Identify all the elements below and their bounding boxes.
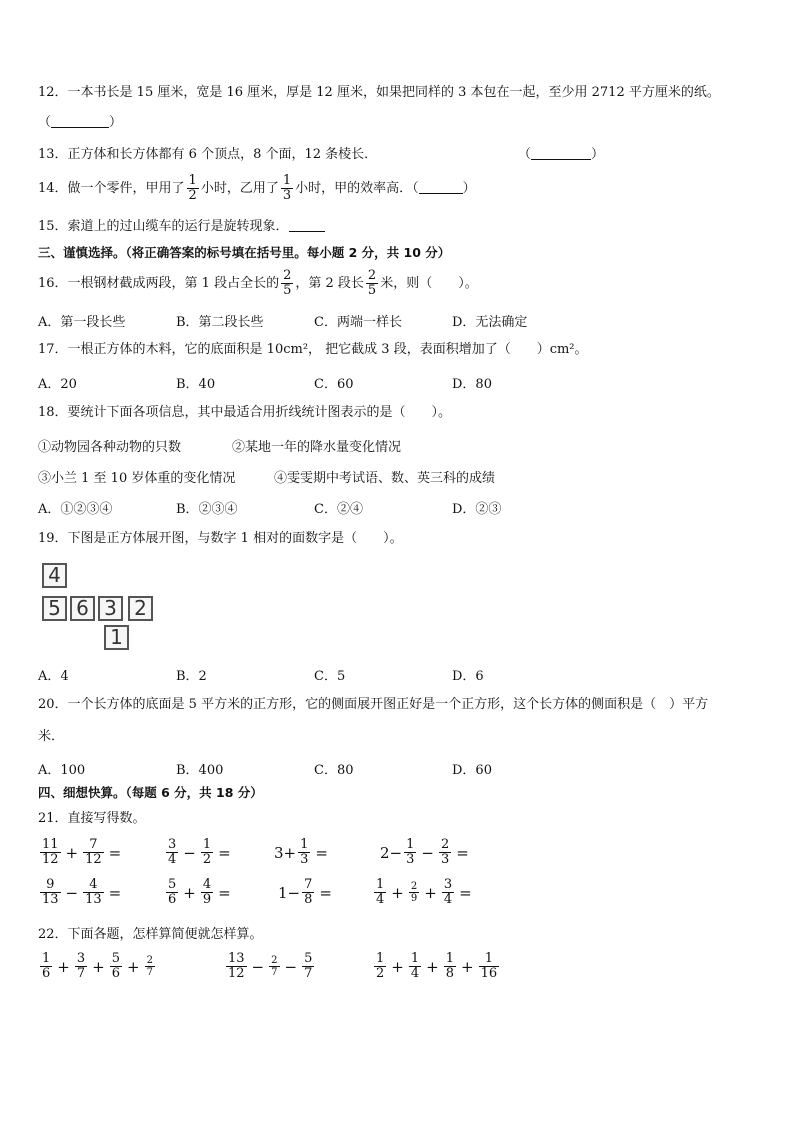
q19-option-c[interactable]: C．5 xyxy=(314,669,346,684)
q21-expr-8: $\frac{1}{4}$ + $\frac{2}{9}$ + $\frac{3}{4}$ = xyxy=(376,877,472,907)
net-face: 2 xyxy=(128,596,153,621)
fraction: $\frac{1}{2}$ xyxy=(188,173,197,203)
q16-option-a[interactable]: A．第一段长些 xyxy=(38,315,126,330)
q21-expr-1: $\frac{11}{12}$ + $\frac{7}{12}$ = xyxy=(42,837,122,867)
q17-option-d[interactable]: D．80 xyxy=(452,377,492,392)
question-18-text: 18．要统计下面各项信息，其中最适合用折线统计图表示的是（ ）。 xyxy=(38,405,452,420)
net-face: 1 xyxy=(104,625,129,650)
q19-option-a[interactable]: A．4 xyxy=(38,669,69,684)
q20-option-d[interactable]: D．60 xyxy=(452,763,492,778)
question-22-text: 22．下面各题，怎样算简便就怎样算。 xyxy=(38,927,263,942)
net-face: 4 xyxy=(42,563,67,588)
q19-option-d[interactable]: D．6 xyxy=(452,669,484,684)
net-face: 3 xyxy=(98,596,123,621)
q18-option-a[interactable]: A．①②③④ xyxy=(38,502,113,517)
q20-option-b[interactable]: B．400 xyxy=(176,763,224,778)
q19-option-b[interactable]: B．2 xyxy=(176,669,207,684)
q21-expr-7: 1− $\frac{7}{8}$ = xyxy=(278,877,332,907)
q22-expr-1: $\frac{1}{6}$ + $\frac{3}{7}$ + $\frac{5}{6}$ + $\frac{2}{7}$ xyxy=(42,951,153,981)
q22-expr-2: $\frac{13}{12}$ − $\frac{2}{7}$ − $\frac{5}{7}$ xyxy=(228,951,313,981)
question-12-answer[interactable]: （ ） xyxy=(38,115,123,130)
q21-expr-5: $\frac{9}{13}$ − $\frac{4}{13}$ = xyxy=(42,877,122,907)
question-16: 16．一根钢材截成两段，第 1 段占全长的 $\frac{2}{5}$ ，第 2 段长 $\frac{2}{5}$ 米，则（ ）。 xyxy=(38,268,478,298)
section-3-heading: 三、谨慎选择。（将正确答案的标号填在括号里。每小题 2 分，共 10 分） xyxy=(38,245,451,260)
section-4-heading: 四、细想快算。（每题 6 分，共 18 分） xyxy=(38,785,263,800)
q18-item-4: ④雯雯期中考试语、数、英三科的成绩 xyxy=(274,471,496,486)
q18-option-d[interactable]: D．②③ xyxy=(452,502,502,517)
question-15-answer[interactable] xyxy=(289,218,325,232)
q21-expr-4: 2− $\frac{1}{3}$ − $\frac{2}{3}$ = xyxy=(380,837,469,867)
question-14-answer[interactable]: （ ） xyxy=(412,181,476,196)
net-face: 5 xyxy=(42,596,67,621)
question-20-line1: 20．一个长方体的底面是 5 平方米的正方形，它的侧面展开图正好是一个正方形，这个长方体的侧面积是（ ）平方 xyxy=(38,697,709,712)
q17-option-c[interactable]: C．60 xyxy=(314,377,354,392)
q21-expr-3: 3+ $\frac{1}{3}$ = xyxy=(274,837,328,867)
q22-expr-3: $\frac{1}{2}$ + $\frac{1}{4}$ + $\frac{1}{8}$ + $\frac{1}{16}$ xyxy=(376,951,498,981)
q18-option-c[interactable]: C．②④ xyxy=(314,502,363,517)
question-20-line2: 米． xyxy=(38,729,65,744)
q16-option-c[interactable]: C．两端一样长 xyxy=(314,315,402,330)
q18-item-2: ②某地一年的降水量变化情况 xyxy=(232,440,402,455)
q18-option-b[interactable]: B．②③④ xyxy=(176,502,238,517)
question-17-text: 17．一根正方体的木料，它的底面积是 10cm²， 把它截成 3 段，表面积增加了（ ）cm²。 xyxy=(38,342,588,357)
question-21-text: 21．直接写得数。 xyxy=(38,811,146,826)
fraction: $\frac{2}{5}$ xyxy=(283,268,292,298)
question-12-text: 12．一本书长是 15 厘米，宽是 16 厘米，厚是 12 厘米，如果把同样的 3 本包在一起，至少用 2712 平方厘米的纸。 xyxy=(38,85,720,100)
net-face: 6 xyxy=(70,596,95,621)
q16-option-b[interactable]: B．第二段长些 xyxy=(176,315,264,330)
q16-option-d[interactable]: D．无法确定 xyxy=(452,315,528,330)
question-13-text: 13．正方体和长方体都有 6 个顶点，8 个面，12 条棱长． xyxy=(38,147,378,162)
q18-item-1: ①动物园各种动物的只数 xyxy=(38,440,182,455)
question-19-text: 19．下图是正方体展开图，与数字 1 相对的面数字是（ ）。 xyxy=(38,531,403,546)
fraction: $\frac{1}{3}$ xyxy=(282,173,292,203)
question-13-answer[interactable]: （ ） xyxy=(518,147,605,162)
q21-expr-2: $\frac{3}{4}$ − $\frac{1}{2}$ = xyxy=(168,837,231,867)
q17-option-b[interactable]: B．40 xyxy=(176,377,216,392)
q20-option-c[interactable]: C．80 xyxy=(314,763,354,778)
question-15: 15．索道上的过山缆车的运行是旋转现象． xyxy=(38,218,325,236)
fraction: $\frac{2}{5}$ xyxy=(367,268,377,298)
question-14: 14．做一个零件，甲用了 $\frac{1}{2}$ 小时，乙用了 $\frac{1}{3}$ 小时，甲的效率高．（ ） xyxy=(38,173,476,203)
q20-option-a[interactable]: A．100 xyxy=(38,763,86,778)
q21-expr-6: $\frac{5}{6}$ + $\frac{4}{9}$ = xyxy=(168,877,231,907)
q18-item-3: ③小兰 1 至 10 岁体重的变化情况 xyxy=(38,471,236,486)
q17-option-a[interactable]: A．20 xyxy=(38,377,77,392)
